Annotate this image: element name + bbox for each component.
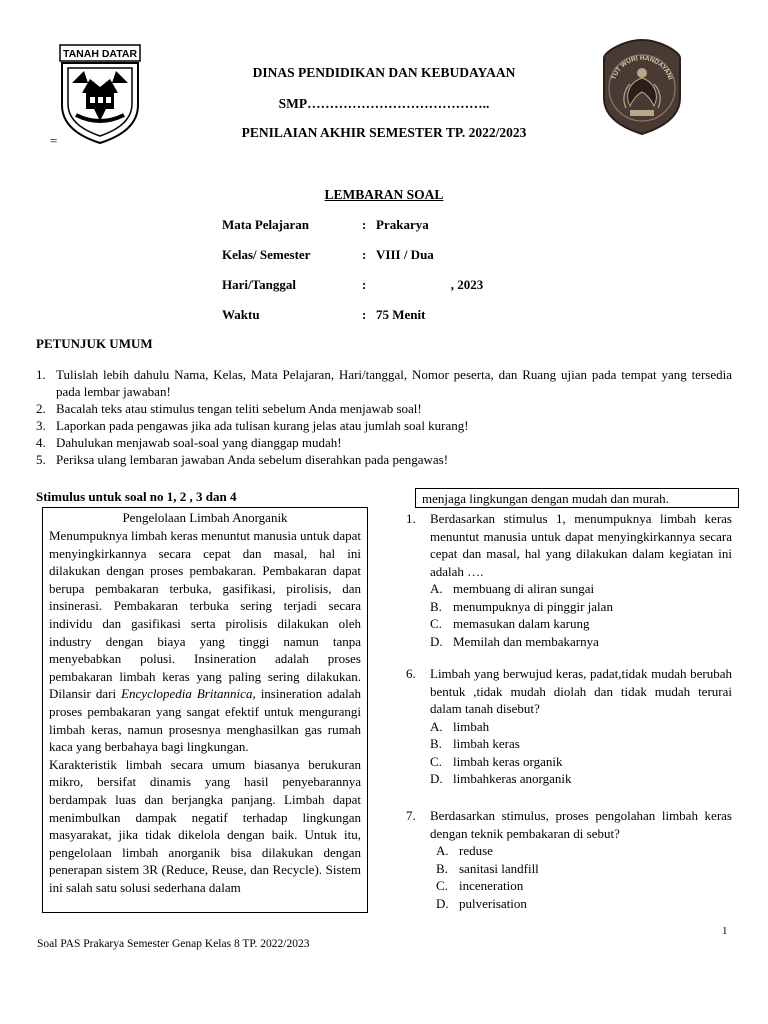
info-key: Kelas/ Semester <box>222 247 311 262</box>
footer-text: Soal PAS Prakarya Semester Genap Kelas 8 TP. 2022/2023 <box>37 938 310 950</box>
tut-wuri-handayani-logo <box>600 38 684 136</box>
info-row-time <box>222 307 425 323</box>
stimulus-box <box>42 507 368 913</box>
option-c: C. memasukan dalam karung <box>430 616 590 631</box>
stimulus-paragraph-2: Karakteristik limbah secara umum biasanya berukuran mikro, bersifat dinamis yang hasil penyebarannya berdampak luas dan berjangka panjang. Limbah dapat menimbulkan dampak negatif terhadap lingkungan masyarakat, jika tidak dikelola dengan baik. Untuk itu, pengelolaan limbah anorganik bisa dilakukan dengan penerapan sistem 3R (Reduce, Reuse, dan Recycle). Sistem ini salah satu solusi sederhana dalam <box>49 756 361 895</box>
stimulus-title: Pengelolaan Limbah Anorganik <box>122 510 288 525</box>
option-b: B. sanitasi landfill <box>436 860 539 876</box>
question-stem: 1. Berdasarkan stimulus 1, menumpuknya limbah keras menuntut manusia untuk dapat menyingkirkannya secara cepat dan masal, hal yang dilakukan dalam kegiatan ini adalah …. <box>406 511 732 579</box>
info-colon: : <box>362 307 367 322</box>
info-value: 75 Menit <box>376 307 426 322</box>
instruction-item: 1. Tulislah lebih dahulu Nama, Kelas, Mata Pelajaran, Hari/tanggal, Nomor peserta, dan Ruang ujian pada tempat yang tersedia pada lembar jawaban! <box>36 367 732 399</box>
instructions-title: PETUNJUK UMUM <box>36 336 153 351</box>
stimulus-continuation: menjaga lingkungan dengan mudah dan murah. <box>415 488 739 508</box>
info-key: Mata Pelajaran <box>222 217 310 232</box>
sheet-title: LEMBARAN SOAL <box>324 187 444 202</box>
question-stem: 7. Berdasarkan stimulus, proses pengolahan limbah keras dengan teknik pembakaran di sebut? <box>406 808 732 841</box>
instruction-item: 5. Periksa ulang lembaran jawaban Anda sebelum diserahkan pada pengawas! <box>36 452 449 467</box>
option-a: A. limbah <box>430 718 490 734</box>
header-agency: DINAS PENDIDIKAN DAN KEBUDAYAAN <box>252 65 516 80</box>
info-row-class <box>222 247 434 263</box>
option-d: D. Memilah dan membakarnya <box>430 633 599 649</box>
option-b: B. limbah keras <box>430 736 520 751</box>
option-d: D. pulverisation <box>436 895 527 911</box>
stimulus-paragraph-1: Menumpuknya limbah keras menuntut manusia untuk dapat menyingkirkannya secara cepat dan masal, hal ini dilakukan dengan proses pembakaran. Pembakaran dapat berupa pembakaran terbuka, gasifikasi, pirolisis, dan insinerasi. Pembakaran terbuka sering terjadi secara individu dan gasifikasi serta pirolisis dilakukan oleh industry dengan biaya yang tinggi namun tanpa menyebabkan polusi. Insineration adalah proses pembakaran limbah keras yang paling sering dilakukan. Dilansir dari Encyclopedia Britannica, insineration adalah proses pembakaran yang sangat efektif untuk mengurangi limbah keras, namun prosesnya menghasilkan gas rumah kaca yang berbahaya bagi lingkungan. <box>49 528 361 755</box>
info-value: Prakarya <box>376 217 429 232</box>
option-a: A. membuang di aliran sungai <box>430 581 595 596</box>
question-7 <box>406 807 732 912</box>
stimulus-label: Stimulus untuk soal no 1, 2 , 3 dan 4 <box>36 489 237 504</box>
option-c: C. inceneration <box>436 878 524 893</box>
header-exam-title: PENILAIAN AKHIR SEMESTER TP. 2022/2023 <box>241 125 527 140</box>
source-title: Encyclopedia Britannica <box>121 686 253 702</box>
option-b: B. menumpuknya di pinggir jalan <box>430 598 613 614</box>
option-c: C. limbah keras organik <box>430 753 563 769</box>
info-key: Waktu <box>222 307 260 322</box>
header-dash: = <box>50 133 58 148</box>
instruction-item: 4. Dahulukan menjawab soal-soal yang dianggap mudah! <box>36 435 342 450</box>
instructions-list <box>36 366 732 468</box>
instruction-item: 2. Bacalah teks atau stimulus tengan teliti sebelum Anda menjawab soal! <box>36 401 422 416</box>
page-number: 1 <box>722 925 728 937</box>
question-stem: 6. Limbah yang berwujud keras, padat,tidak mudah berubah bentuk ,tidak mudah diolah dan tidak mudah terurai dalam tanah disebut? <box>406 666 732 716</box>
logo-right-text: TUT WURI HANDAYANI <box>610 54 674 81</box>
option-d: D. limbahkeras anorganik <box>430 771 572 786</box>
instruction-item: 3. Laporkan pada pengawas jika ada tulisan kurang jelas atau jumlah soal kurang! <box>36 418 469 433</box>
info-value: , 2023 <box>376 277 484 292</box>
info-key: Hari/Tanggal <box>222 277 296 292</box>
question-1 <box>406 510 732 650</box>
logo-left-text: TANAH DATAR <box>62 48 138 60</box>
info-value: VIII / Dua <box>376 247 434 262</box>
header-school: SMP………………………………….. <box>278 96 490 111</box>
info-row-subject <box>222 217 429 233</box>
info-colon: : <box>362 247 367 262</box>
info-row-date <box>222 277 483 293</box>
info-colon: : <box>362 277 367 292</box>
option-a: A. reduse <box>436 843 493 858</box>
question-6 <box>406 665 732 788</box>
info-colon: : <box>362 217 367 232</box>
